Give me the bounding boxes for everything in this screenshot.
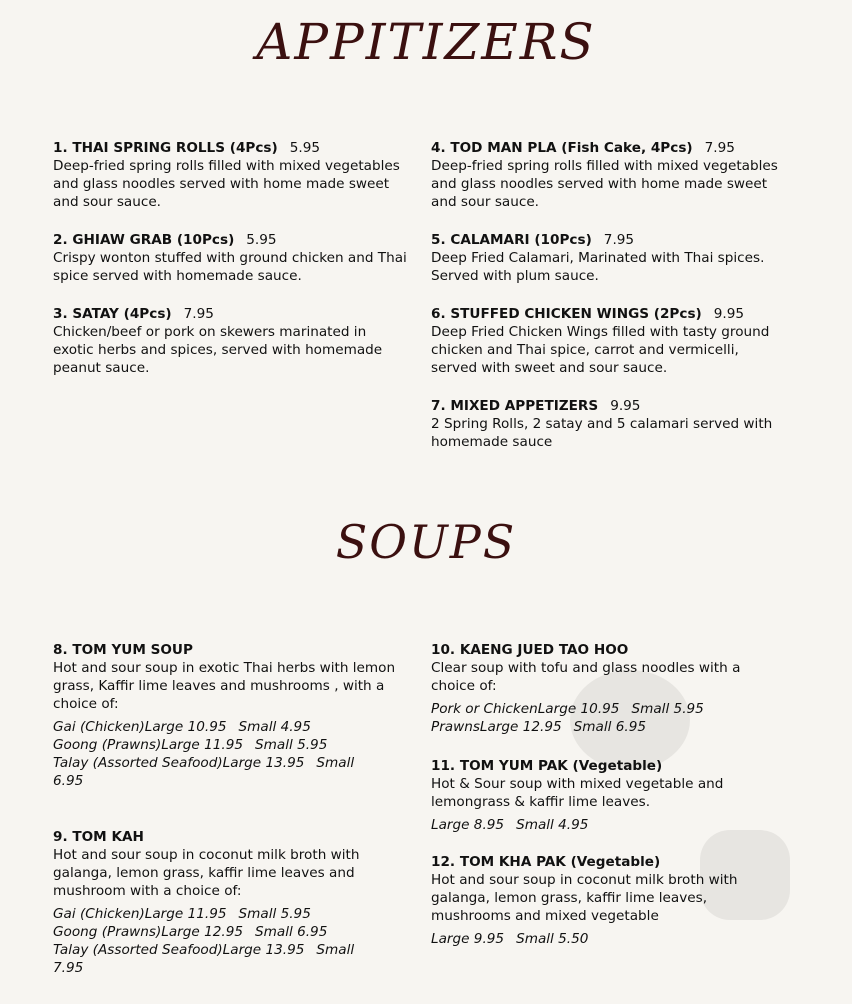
choice-row: [53, 923, 408, 941]
large-price: Gai (Chicken)Large 11.95: [53, 906, 227, 922]
item-description: Hot and sour soup in coconut milk broth with galanga, lemon grass, kaffir lime leaves, mushrooms and mixed vegetable: [431, 872, 738, 924]
item-title: 10. KAENG JUED TAO HOO: [431, 642, 629, 658]
menu-item: [431, 853, 786, 948]
item-description: Hot and sour soup in exotic Thai herbs with lemon grass, Kaffir lime leaves and mushrooms , with a choice of:: [53, 660, 396, 712]
item-name: 3. SATAY (4Pcs): [53, 306, 172, 322]
item-title: 8. TOM YUM SOUP: [53, 642, 193, 658]
large-price: Large 9.95: [431, 931, 505, 947]
item-name: 4. TOD MAN PLA (Fish Cake, 4Pcs): [431, 140, 693, 156]
item-description: Clear soup with tofu and glass noodles with a choice of:: [431, 660, 741, 694]
menu-item: [431, 757, 786, 834]
item-description: Deep-fried spring rolls filled with mixed vegetables and glass noodles served with home made sweet and sour sauce.: [431, 158, 778, 210]
menu-item: [53, 139, 408, 211]
choice-row: [53, 905, 408, 923]
choice-list: [53, 905, 408, 977]
item-name: 1. THAI SPRING ROLLS (4Pcs): [53, 140, 278, 156]
item-price: 7.95: [183, 306, 214, 322]
item-price: 5.95: [246, 232, 277, 248]
small-price: Small 4.95: [238, 719, 311, 735]
item-title: [53, 305, 408, 323]
item-price: 9.95: [713, 306, 745, 322]
item-title: [431, 397, 786, 415]
menu-item: [53, 641, 408, 790]
menu-item: [431, 397, 786, 451]
large-price: Goong (Prawns)Large 11.95: [53, 737, 243, 753]
large-price: Pork or ChickenLarge 10.95: [431, 701, 620, 717]
item-price: 9.95: [610, 398, 641, 414]
small-price: Small 4.95: [516, 817, 589, 833]
small-price: Small 5.95: [631, 701, 704, 717]
small-price: Small 7.95: [53, 942, 355, 976]
choice-row: [53, 736, 408, 754]
soups-heading: SOUPS: [335, 515, 517, 569]
menu-item: [431, 305, 786, 377]
small-price: Small 6.95: [573, 719, 646, 735]
choice-row: [431, 930, 786, 948]
menu-item: [53, 828, 408, 977]
item-title: 11. TOM YUM PAK (Vegetable): [431, 758, 663, 774]
menu-item: [431, 231, 786, 285]
item-price: 7.95: [603, 232, 635, 248]
item-description: Hot & Sour soup with mixed vegetable and lemongrass & kaffir lime leaves.: [431, 776, 724, 810]
large-price: Talay (Assorted Seafood)Large 13.95: [53, 755, 305, 771]
large-price: Gai (Chicken)Large 10.95: [53, 719, 227, 735]
item-description: Crispy wonton stuffed with ground chicken and Thai spice served with homemade sauce.: [53, 250, 407, 284]
item-title: [53, 231, 408, 249]
large-price: Goong (Prawns)Large 12.95: [53, 924, 243, 940]
choice-list: [53, 718, 408, 790]
choice-row: [431, 700, 786, 718]
item-price: 5.95: [289, 140, 321, 156]
menu-item: [431, 139, 786, 211]
choice-row: [431, 718, 786, 736]
large-price: Large 8.95: [431, 817, 505, 833]
choice-list: [431, 700, 786, 736]
small-price: Small 5.95: [255, 737, 328, 753]
small-price: Small 6.95: [53, 755, 355, 789]
choice-list: [431, 816, 786, 834]
item-description: Chicken/beef or pork on skewers marinated in exotic herbs and spices, served with homemade peanut sauce.: [53, 324, 383, 376]
item-description: Deep Fried Calamari, Marinated with Thai spices. Served with plum sauce.: [431, 250, 765, 284]
choice-row: [431, 816, 786, 834]
menu-item: [53, 231, 408, 285]
item-name: 5. CALAMARI (10Pcs): [431, 232, 592, 248]
choice-row: [53, 941, 383, 977]
item-title: [431, 139, 786, 157]
item-description: Deep Fried Chicken Wings filled with tasty ground chicken and Thai spice, carrot and vermicelli, served with sweet and sour sauce.: [431, 324, 770, 376]
choice-row: [53, 754, 383, 790]
item-description: 2 Spring Rolls, 2 satay and 5 calamari served with homemade sauce: [431, 416, 773, 450]
item-name: 6. STUFFED CHICKEN WINGS (2Pcs): [431, 306, 702, 322]
appetizers-heading: APPITIZERS: [256, 13, 596, 71]
item-price: 7.95: [704, 140, 735, 156]
small-price: Small 5.95: [238, 906, 311, 922]
item-description: Deep-fried spring rolls filled with mixed vegetables and glass noodles served with home made sweet and sour sauce.: [53, 158, 400, 210]
item-name: 7. MIXED APPETIZERS: [431, 398, 599, 414]
item-name: 2. GHIAW GRAB (10Pcs): [53, 232, 235, 248]
small-price: Small 5.50: [516, 931, 589, 947]
menu-item: [431, 641, 786, 736]
item-title: 9. TOM KAH: [53, 829, 144, 845]
large-price: PrawnsLarge 12.95: [431, 719, 562, 735]
large-price: Talay (Assorted Seafood)Large 13.95: [53, 942, 305, 958]
item-title: [431, 231, 786, 249]
item-title: 12. TOM KHA PAK (Vegetable): [431, 854, 661, 870]
item-description: Hot and sour soup in coconut milk broth with galanga, lemon grass, kaffir lime leaves and mushroom with a choice of:: [53, 847, 360, 899]
choice-list: [431, 930, 786, 948]
item-title: [53, 139, 408, 157]
choice-row: [53, 718, 408, 736]
item-title: [431, 305, 786, 323]
menu-item: [53, 305, 408, 377]
small-price: Small 6.95: [255, 924, 328, 940]
